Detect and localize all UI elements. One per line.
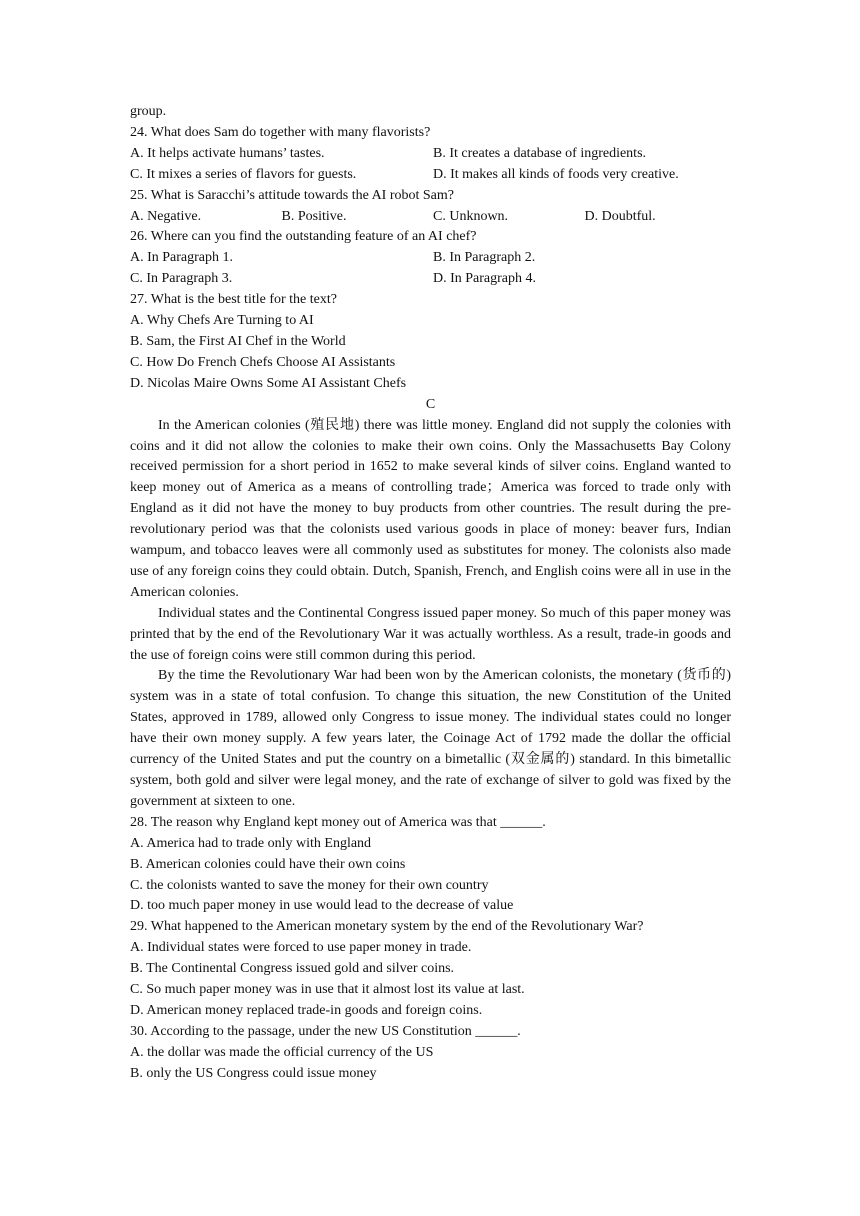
option-d: D. In Paragraph 4. xyxy=(433,271,537,287)
option-b: B. American colonies could have their own coins xyxy=(130,856,406,872)
option-b: B. It creates a database of ingredients. xyxy=(433,145,647,161)
option-c: C. How Do French Chefs Choose AI Assistants xyxy=(130,354,396,370)
question-27-stem: 27. What is the best title for the text? xyxy=(130,292,337,308)
option-a: A. the dollar was made the official currency of the US xyxy=(130,1044,434,1060)
passage-paragraph-3: By the time the Revolutionary War had been won by the American colonists, the monetary (货币的) system was in a state of total confusion. To change this situation, the new Constitution of the United States, approved in 1789, allowed only Congress to issue money. The individual states could no longer have their own money supply. A few years later, the Coinage Act of 1792 made the dollar the official currency of the United States and put the country on a bimetallic (双金属的) standard. In this bimetallic system, both gold and silver were legal money, and the rate of exchange of silver to gold was fixed by the government at sixteen to one. xyxy=(130,668,731,809)
section-heading: C xyxy=(425,396,436,412)
option-a: A. Why Chefs Are Turning to AI xyxy=(130,313,314,329)
question-24-options-row-1 xyxy=(130,144,731,165)
question-26-options-row-1 xyxy=(130,248,731,269)
passage-fragment: group. xyxy=(130,104,167,119)
option-b: B. only the US Congress could issue money xyxy=(130,1065,377,1081)
option-c: C. It mixes a series of flavors for guests. xyxy=(130,166,357,182)
question-25-options-row xyxy=(130,207,731,228)
option-a: A. America had to trade only with England xyxy=(130,835,372,851)
option-d: D. It makes all kinds of foods very creative. xyxy=(433,166,679,182)
option-a: A. It helps activate humans’ tastes. xyxy=(130,145,325,161)
option-d: D. American money replaced trade-in goods and foreign coins. xyxy=(130,1002,483,1018)
passage-paragraph-1: In the American colonies (殖民地) there was little money. England did not supply the colonies with coins and it did not allow the colonies to make their own coins. Only the Massachusetts Bay Colony received permission for a short period in 1652 to make several kinds of silver coins. England wanted to keep money out of America as a means of controlling trade；America was forced to trade only with England as it did not have the money to buy products from other countries. The result during the pre-revolutionary period was that the colonists used various goods in place of money: beaver furs, Indian wampum, and tobacco leaves were all commonly used as substitutes for money. The colonists also made use of any foreign coins they could obtain. Dutch, Spanish, French, and English coins were all in use in the American colonies. xyxy=(130,417,731,600)
option-a: A. Negative. xyxy=(130,208,202,224)
question-26-stem: 26. Where can you find the outstanding feature of an AI chef? xyxy=(130,229,477,245)
question-29-stem: 29. What happened to the American monetary system by the end of the Revolutionary War? xyxy=(130,919,644,935)
option-b: B. Sam, the First AI Chef in the World xyxy=(130,333,346,349)
exam-page xyxy=(130,102,731,1085)
question-26-options-row-2 xyxy=(130,269,731,290)
option-d: D. Nicolas Maire Owns Some AI Assistant Chefs xyxy=(130,375,407,391)
option-c: C. In Paragraph 3. xyxy=(130,271,233,287)
question-25-stem: 25. What is Saracchi’s attitude towards the AI robot Sam? xyxy=(130,187,455,203)
option-a: A. Individual states were forced to use paper money in trade. xyxy=(130,940,472,956)
option-c: C. Unknown. xyxy=(433,208,509,224)
passage-paragraph-2: Individual states and the Continental Congress issued paper money. So much of this paper money was printed that by the end of the Revolutionary War it was actually worthless. As a result, trade-in goods and the use of foreign coins were still common during this period. xyxy=(130,605,731,663)
option-b: B. The Continental Congress issued gold and silver coins. xyxy=(130,961,455,977)
question-28-stem: 28. The reason why England kept money out of America was that ______. xyxy=(130,814,546,830)
option-a: A. In Paragraph 1. xyxy=(130,250,234,266)
option-b: B. Positive. xyxy=(281,208,347,224)
question-24-options-row-2 xyxy=(130,165,731,186)
option-c: C. the colonists wanted to save the money for their own country xyxy=(130,877,489,893)
question-30-stem: 30. According to the passage, under the new US Constitution ______. xyxy=(130,1023,521,1039)
option-b: B. In Paragraph 2. xyxy=(433,250,536,266)
option-c: C. So much paper money was in use that it almost lost its value at last. xyxy=(130,982,525,998)
option-d: D. Doubtful. xyxy=(584,208,656,224)
question-24-stem: 24. What does Sam do together with many flavorists? xyxy=(130,124,431,140)
option-d: D. too much paper money in use would lead to the decrease of value xyxy=(130,898,514,914)
